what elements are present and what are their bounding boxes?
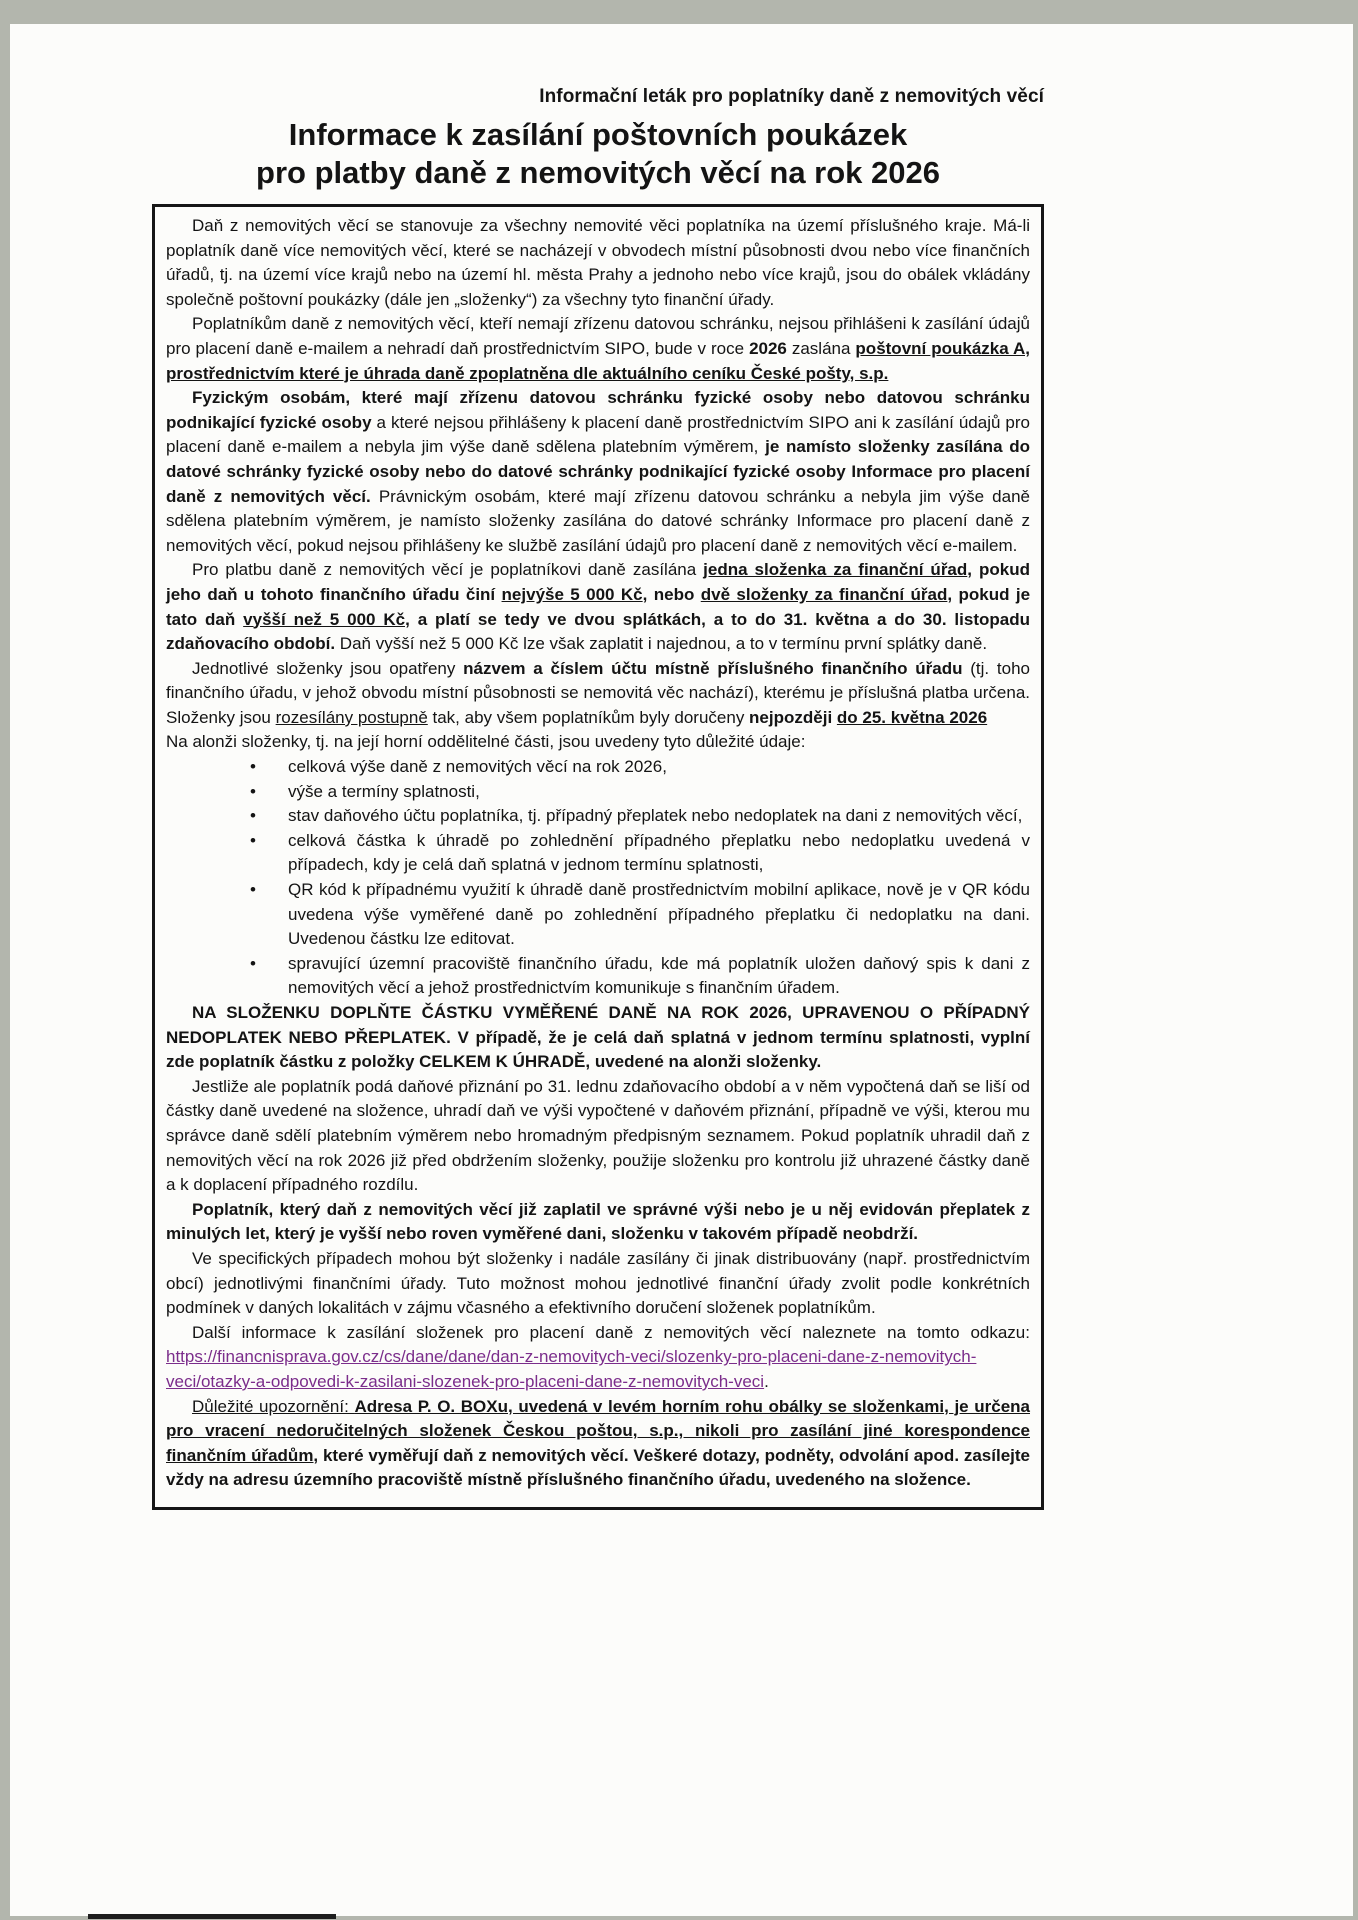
text-run: Na alonži složenky, tj. na její horní oddělitelné části, jsou uvedeny tyto důležité údaje: xyxy=(166,732,806,752)
text-run: (tj. toho finančního úřadu, v jehož obvodu místní působnosti se nemovitá věc nachází), kterému je příslušná platba určena. Složenky jsou xyxy=(166,658,1030,727)
text-run: stav daňového účtu poplatníka, tj. případný přeplatek nebo nedoplatek na dani z nemovitých věcí, xyxy=(288,806,1023,826)
text-run: Daň vyšší než 5 000 Kč lze však zaplatit i najednou, a to v termínu první splátky daně. xyxy=(335,634,988,654)
paragraph xyxy=(166,1247,1030,1321)
text-run: nejvýše 5 000 Kč xyxy=(501,584,643,604)
text-run: celková výše daně z nemovitých věcí na rok 2026, xyxy=(288,757,667,777)
page-content xyxy=(152,86,1044,1510)
bullet-dot-icon: • xyxy=(250,830,256,850)
text-run: Jestliže ale poplatník podá daňové přiznání po 31. lednu zdaňovacího období a v něm vypočtená daň se liší od částky daně uvedené na složence, uhradí daň ve výši vypočtené v daňovém přiznání, případně ve výši, kterou mu správce daně sdělí platebním výměrem nebo hromadným předpisným seznamem. Pokud poplatník uhradil daň z nemovitých věcí na rok 2026 již před obdržením složenky, použije složenku pro kontrolu již uhrazené částky daně a k doplacení případného rozdílu. xyxy=(166,1076,1030,1195)
paragraph xyxy=(166,214,1030,312)
paragraph xyxy=(166,657,1030,731)
text-run: Poplatníkům daně z nemovitých věcí, kteří nemají zřízenu datovou schránku, nejsou přihlášeni k zasílání údajů pro placení daně e-mailem a nehradí daň prostřednictvím SIPO, bude v roce xyxy=(166,314,1030,358)
paragraph xyxy=(166,730,1030,755)
bullet-dot-icon: • xyxy=(250,757,256,777)
text-run: které vyměřují daň z nemovitých věcí. Veškeré dotazy, podněty, odvolání apod. zasílejte vždy na adresu územního pracoviště místně příslušného finančního úřadu, uvedeného na složence. xyxy=(166,1445,1031,1490)
bullet-dot-icon: • xyxy=(250,806,256,826)
paragraph xyxy=(166,312,1030,386)
text-run: spravující územní pracoviště finančního úřadu, kde má poplatník uložen daňový spis k dani z nemovitých věcí a jehož prostřednictvím komunikuje s finančním úřadem. xyxy=(288,953,1030,998)
bullet-item xyxy=(166,878,1030,952)
text-run: a platí se tedy ve dvou splátkách, a to do 31. května a do 30. listopadu zdaňovacího období. xyxy=(166,609,1030,654)
text-run: a které nejsou přihlášeny k placení daně prostřednictvím SIPO ani k zasílání údajů pro placení daně e-mailem a nebyla jim výše daně sdělena platebním výměrem, xyxy=(166,412,1030,457)
text-run: QR kód k případnému využití k úhradě daně prostřednictvím mobilní aplikace, nově je v QR kódu uvedena výše vyměřené daně po zohlednění případného přeplatku či nedoplatku na dani. Uvedenou částku lze editovat. xyxy=(288,880,1030,949)
bullet-item xyxy=(166,952,1030,1001)
paragraph xyxy=(166,1198,1030,1247)
text-run: . xyxy=(764,1371,769,1391)
text-run: , pokud je tato daň xyxy=(166,584,1031,629)
info-link[interactable]: https://financnisprava.gov.cz/cs/dane/dane/dan-z-nemovitych-veci/slozenky-pro-placeni-dane-z-nemovitych-veci/otazky-a-odpovedi-k-zasilani-slozenek-pro-placeni-dane-z-nemovitych-veci xyxy=(166,1347,977,1391)
paragraph xyxy=(166,386,1030,558)
paragraph xyxy=(166,1075,1030,1198)
bullet-list xyxy=(166,755,1030,1001)
page-title-line1: Informace k zasílání poštovních poukázek xyxy=(288,117,908,152)
content-box xyxy=(152,204,1044,1510)
text-run: zaslána xyxy=(786,338,856,358)
bullet-dot-icon: • xyxy=(250,953,256,973)
text-run: Poplatník, který daň z nemovitých věcí již zaplatil ve správné výši nebo je u něj evidován přeplatek z minulých let, který je vyšší nebo roven vyměřené dani, složenku v takovém případě neobdrží. xyxy=(166,1199,1030,1244)
text-run: do 25. května 2026 xyxy=(836,707,988,727)
text-run: nejpozději xyxy=(749,707,837,727)
text-run: jedna složenka za finanční úřad xyxy=(703,560,968,580)
text-run: Další informace k zasílání složenek pro placení daně z nemovitých věcí naleznete na tomto odkazu: xyxy=(192,1322,1030,1342)
bullet-item xyxy=(166,755,1030,780)
page-title-line2: pro platby daně z nemovitých věcí na rok 2026 xyxy=(256,155,940,190)
text-run: výše a termíny splatnosti, xyxy=(288,781,480,801)
text-run: Jednotlivé složenky jsou opatřeny xyxy=(192,658,464,678)
text-run: celková částka k úhradě po zohlednění případného přeplatku nebo nedoplatku uvedená v případech, kdy je celá daň splatná v jednom termínu splatnosti, xyxy=(288,830,1030,875)
scan-artifact-line xyxy=(88,1914,336,1919)
header-note: Informační leták pro poplatníky daně z nemovitých věcí xyxy=(539,86,1044,107)
text-run: NA SLOŽENKU DOPLŇTE ČÁSTKU VYMĚŘENÉ DANĚ NA ROK 2026, UPRAVENOU O PŘÍPADNÝ NEDOPLATEK NEBO PŘEPLATEK. V případě, že je celá daň splatná v jednom termínu splatnosti, vyplní zde poplatník částku z položky CELKEM K ÚHRADĚ, uvedené na alonži složenky. xyxy=(166,1003,1030,1072)
text-run: poštovní poukázka A, prostřednictvím které je úhrada daně zpoplatněna dle aktuálního ceníku České pošty, s.p. xyxy=(166,338,1031,383)
text-run: Pro platbu daně z nemovitých věcí je poplatníkovi daně zasílána xyxy=(192,560,704,580)
text-run: vyšší než 5 000 Kč, xyxy=(243,609,410,629)
text-run: Ve specifických případech mohou být složenky i nadále zasílány či jinak distribuovány (např. prostřednictvím obcí) jednotlivými finančními úřady. Tuto možnost mohou jednotlivé finanční úřady zvolit podle konkrétních podmínek v daných lokalitách v zájmu včasného a efektivního doručení složenek poplatníkům. xyxy=(166,1248,1030,1318)
text-run: Důležité upozornění: xyxy=(192,1396,355,1416)
paragraph xyxy=(166,558,1030,656)
text-run: rozesílány postupně xyxy=(275,707,428,727)
paragraph xyxy=(166,1321,1030,1395)
text-run: Adresa P. O. BOXu, uvedená v levém horním rohu obálky se složenkami, je určena pro vracení nedoručitelných složenek Českou poštou, s.p., nikoli pro zasílání jiné korespondence finančním úřadům, xyxy=(166,1396,1030,1465)
bullet-dot-icon: • xyxy=(250,880,256,900)
paragraph xyxy=(166,1001,1030,1075)
text-run: , pokud jeho daň u tohoto finančního úřadu činí xyxy=(166,560,1030,604)
text-run: , nebo xyxy=(642,584,701,604)
text-run: je namísto složenky zasílána do datové schránky fyzické osoby nebo do datové schránky podnikající fyzické osoby Informace pro placení daně z nemovitých věcí. xyxy=(166,437,1030,506)
bullet-item xyxy=(166,780,1030,805)
text-run: názvem a číslem účtu místně příslušného finančního úřadu xyxy=(463,658,963,678)
text-run: tak, aby všem poplatníkům byly doručeny xyxy=(427,707,750,727)
paragraph xyxy=(166,1395,1030,1493)
text-run: Právnickým osobám, které mají zřízenu datovou schránku a nebyla jim výše daně sdělena platebním výměrem, je namísto složenky zasílána do datové schránky Informace pro placení daně z nemovitých věcí, pokud nejsou přihlášeny ke službě zasílání údajů pro placení daně z nemovitých věcí e-mailem. xyxy=(166,486,1030,555)
text-run: 2026 xyxy=(749,338,787,358)
bullet-item xyxy=(166,829,1030,878)
text-run: Fyzickým osobám, které mají zřízenu datovou schránku fyzické osoby nebo datovou schránku podnikající fyzické osoby xyxy=(166,388,1030,432)
text-run: dvě složenky za finanční úřad xyxy=(700,584,948,604)
text-run: Daň z nemovitých věcí se stanovuje za všechny nemovité věci poplatníka na území příslušného kraje. Má-li poplatník daně více nemovitých věcí, které se nacházejí v obvodech místní působnosti dvou nebo více finančních úřadů, tj. na území více krajů nebo na území hl. města Prahy a jednoho nebo více krajů, jsou do obálek vkládány společně poštovní poukázky (dále jen „složenky“) za všechny tyto finanční úřady. xyxy=(166,216,1030,309)
bullet-item xyxy=(166,804,1030,829)
bullet-dot-icon: • xyxy=(250,781,256,801)
paper-sheet xyxy=(10,24,1353,1916)
page-title xyxy=(152,116,1044,192)
